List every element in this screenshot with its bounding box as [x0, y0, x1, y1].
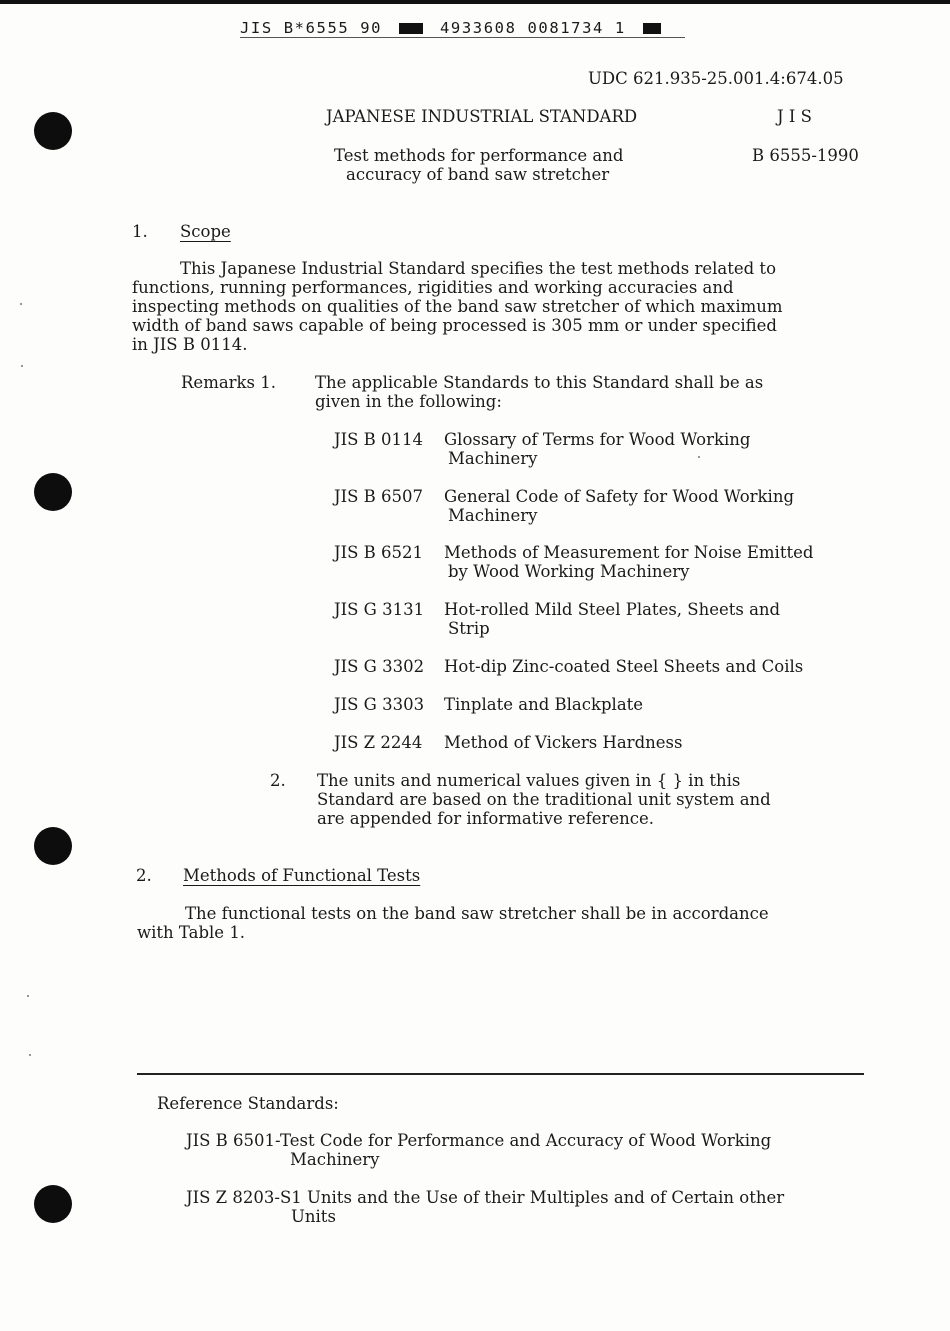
standard-code: JIS G 3302: [334, 657, 425, 676]
standards-list-item: [334, 543, 813, 581]
standards-list-item: [334, 600, 780, 638]
binder-hole: [34, 112, 72, 150]
section-heading-functional: Methods of Functional Tests: [183, 866, 421, 885]
standard-title: Hot-rolled Mild Steel Plates, Sheets and: [444, 600, 781, 619]
standard-title-cont: Strip: [448, 619, 490, 638]
footnote-rule: [137, 1073, 864, 1075]
standards-list-item: [334, 487, 794, 525]
scan-speck: [29, 1054, 31, 1056]
standards-list-item: [334, 657, 803, 676]
header-code-part2: 4933608 0081734 1: [440, 19, 626, 37]
standard-title: General Code of Safety for Wood Working: [444, 487, 795, 506]
standard-title: Methods of Measurement for Noise Emitted: [444, 543, 814, 562]
jis-label: J I S: [777, 107, 812, 126]
reference-heading: Reference Standards:: [157, 1094, 339, 1113]
standards-list-item: [334, 733, 682, 752]
doc-title-line2: accuracy of band saw stretcher: [346, 165, 610, 184]
standards-list-item: [334, 430, 750, 468]
reference-item-line: JIS B 6501-Test Code for Performance and Accuracy of Wood Working: [186, 1131, 772, 1150]
standard-title-cont: Machinery: [448, 506, 538, 525]
scan-speck: [27, 995, 29, 997]
reference-item-line: JIS Z 8203-S1 Units and the Use of their Multiples and of Certain other: [186, 1188, 785, 1207]
functional-text-line: with Table 1.: [137, 923, 246, 942]
doc-title-line1: Test methods for performance and: [334, 146, 624, 165]
binder-hole: [34, 1185, 72, 1223]
standard-title: Method of Vickers Hardness: [444, 733, 683, 752]
standard-number: B 6555-1990: [752, 146, 859, 165]
standards-list-item: [334, 695, 643, 714]
scope-text-line: inspecting methods on qualities of the band saw stretcher of which maximum: [132, 297, 783, 316]
binder-hole: [34, 473, 72, 511]
remark-number: 2.: [270, 771, 286, 790]
remark2-text-line: are appended for informative reference.: [317, 809, 655, 828]
redaction-block: [643, 23, 661, 34]
remarks-text-line: given in the following:: [315, 392, 502, 411]
binder-hole: [34, 827, 72, 865]
remarks-label: Remarks 1.: [181, 373, 277, 392]
scan-top-border: [0, 0, 950, 4]
standard-name: JAPANESE INDUSTRIAL STANDARD: [326, 107, 638, 126]
standard-title: Tinplate and Blackplate: [444, 695, 644, 714]
standard-code: JIS B 6521: [334, 543, 424, 562]
header-code-part1: JIS B*6555 90: [240, 19, 383, 37]
header-underline: [240, 37, 685, 38]
remark2-text-line: Standard are based on the traditional unit system and: [317, 790, 771, 809]
standard-code: JIS B 6507: [334, 487, 424, 506]
standard-code: JIS B 0114: [334, 430, 424, 449]
reference-item-line: Machinery: [290, 1150, 380, 1169]
section-number: 1.: [132, 222, 148, 241]
section-heading-scope: Scope: [180, 222, 231, 241]
redaction-block: [399, 23, 423, 34]
remark2-text-line: The units and numerical values given in { } in this: [317, 771, 741, 790]
standard-title: Hot-dip Zinc-coated Steel Sheets and Coils: [444, 657, 804, 676]
standard-title-cont: Machinery: [448, 449, 538, 468]
scan-speck: [21, 365, 23, 367]
scan-header-code: [240, 19, 661, 38]
scope-text-line: functions, running performances, rigidities and working accuracies and: [132, 278, 734, 297]
standard-title-cont: by Wood Working Machinery: [448, 562, 690, 581]
scope-text-line: This Japanese Industrial Standard specifies the test methods related to: [180, 259, 776, 278]
standard-code: JIS G 3131: [334, 600, 425, 619]
remarks-text-line: The applicable Standards to this Standard shall be as: [315, 373, 764, 392]
reference-item-line: Units: [291, 1207, 336, 1226]
udc-number: UDC 621.935-25.001.4:674.05: [588, 69, 844, 88]
section-number: 2.: [136, 866, 152, 885]
scope-text-line: width of band saws capable of being processed is 305 mm or under specified: [132, 316, 777, 335]
functional-text-line: The functional tests on the band saw stretcher shall be in accordance: [185, 904, 769, 923]
standard-code: JIS Z 2244: [334, 733, 423, 752]
scope-text-line: in JIS B 0114.: [132, 335, 248, 354]
standard-title: Glossary of Terms for Wood Working: [444, 430, 751, 449]
standard-code: JIS G 3303: [334, 695, 425, 714]
scan-speck: [20, 303, 22, 305]
